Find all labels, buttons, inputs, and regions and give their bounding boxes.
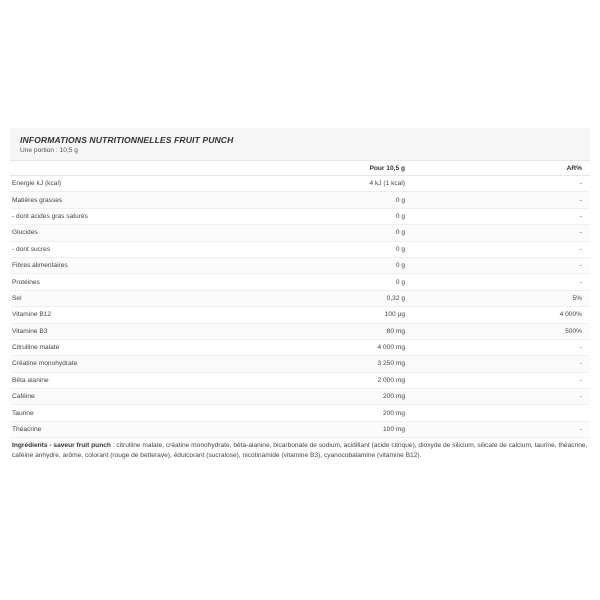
table-row [10, 290, 590, 306]
nutrient-amount: 0 g [347, 241, 405, 257]
table-row [10, 241, 590, 257]
nutrient-amount: 200 mg [347, 389, 405, 405]
nutrient-ar: - [405, 356, 590, 372]
nutrient-ar: - [405, 274, 590, 290]
nutrient-amount: 3 250 mg [347, 356, 405, 372]
nutrient-name: Fibres alimentaires [10, 257, 347, 273]
table-row [10, 323, 590, 339]
nutrient-ar: - [405, 241, 590, 257]
nutrient-name: Créatine monohydrate [10, 356, 347, 372]
nutrition-panel [10, 128, 590, 462]
nutrient-name: Matières grasses [10, 192, 347, 208]
nutrient-name: Glucides [10, 225, 347, 241]
table-row [10, 339, 590, 355]
nutrient-amount: 0 g [347, 192, 405, 208]
nutrient-name: Caféine [10, 389, 347, 405]
table-row [10, 176, 590, 192]
nutrient-amount: 80 mg [347, 323, 405, 339]
ingredients-paragraph [10, 438, 590, 461]
table-row [10, 225, 590, 241]
portion-size: Une portion : 10,5 g [20, 147, 78, 154]
nutrient-amount: 4 kJ (1 kcal) [347, 176, 405, 192]
nutrient-name: Bêta alanine [10, 372, 347, 388]
nutrient-name: Sel [10, 290, 347, 306]
table-row [10, 192, 590, 208]
nutrient-ar: - [405, 257, 590, 273]
nutrient-ar: - [405, 389, 590, 405]
column-header-ar: AR% [566, 164, 582, 172]
nutrient-name: Vitamine B12 [10, 307, 347, 323]
nutrient-ar: 5% [405, 290, 590, 306]
nutrient-name: Citrulline malate [10, 339, 347, 355]
nutrient-name: Protéines [10, 274, 347, 290]
nutrient-name: Taurine [10, 405, 347, 421]
nutrient-ar: - [405, 421, 590, 437]
table-row [10, 372, 590, 388]
nutrient-amount: 0 g [347, 274, 405, 290]
nutrient-amount: 4 000 mg [347, 339, 405, 355]
nutrition-header [10, 128, 590, 160]
nutrient-amount: 0 g [347, 257, 405, 273]
nutrient-ar: - [405, 208, 590, 224]
nutrient-ar [405, 405, 590, 421]
nutrient-name: Energie kJ (kcal) [10, 176, 347, 192]
nutrient-ar: 4 000% [405, 307, 590, 323]
table-row [10, 208, 590, 224]
nutrition-title: INFORMATIONS NUTRITIONNELLES FRUIT PUNCH [20, 135, 234, 145]
nutrient-name: Théacrine [10, 421, 347, 437]
table-row [10, 389, 590, 405]
nutrient-amount: 200 mg [347, 405, 405, 421]
nutrient-amount: 0,32 g [347, 290, 405, 306]
table-row [10, 307, 590, 323]
nutrient-amount: 2 000 mg [347, 372, 405, 388]
nutrient-name: Vitamine B3 [10, 323, 347, 339]
table-row [10, 274, 590, 290]
ingredients-label: Ingrédients - saveur fruit punch [12, 442, 111, 450]
table-row [10, 421, 590, 437]
nutrient-name: - dont acides gras saturés [10, 208, 347, 224]
nutrient-amount: 0 g [347, 225, 405, 241]
column-header-amount: Pour 10,5 g [369, 164, 405, 172]
nutrient-ar: - [405, 372, 590, 388]
table-row [10, 356, 590, 372]
table-row [10, 257, 590, 273]
nutrient-amount: 0 g [347, 208, 405, 224]
nutrient-ar: 500% [405, 323, 590, 339]
nutrient-ar: - [405, 176, 590, 192]
ingredients-text: : citrulline malate, créatine monohydrate, bêta-alanine, bicarbonate de sodium, acidifiant (acide citrique), dioxyde de silicium, silicate de calcium, taurine, théacrine, caféine anhydre, arôme, colorant (rouge de betterave), édulcorant (sucralose), nicotinamide (vitamine B3), cyanocobalamine (vitamine B12). [12, 442, 588, 460]
nutrient-amount: 100 µg [347, 307, 405, 323]
nutrient-amount: 100 mg [347, 421, 405, 437]
table-row [10, 405, 590, 421]
table-column-headers [10, 160, 590, 176]
nutrition-table [10, 176, 590, 438]
nutrient-name: - dont sucres [10, 241, 347, 257]
nutrient-ar: - [405, 192, 590, 208]
nutrient-ar: - [405, 339, 590, 355]
nutrient-ar: - [405, 225, 590, 241]
